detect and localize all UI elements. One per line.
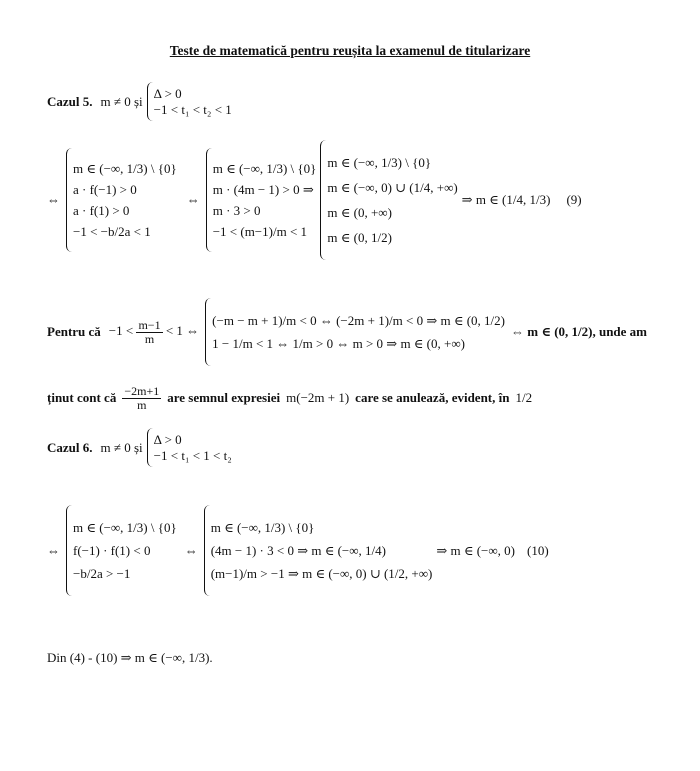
case5-system [147,82,232,121]
equiv-arrow-3: ⇔ [47,542,60,558]
block10-result: ⇒ m ∈ (−∞, 0) [436,542,515,558]
block10-b-line-1: m ∈ (−∞, 1/3) \ {0} [210,520,315,535]
block9-b-line-4: −1 < (m−1)/m < 1 [212,224,308,239]
pentru-result: ⇔ m ∈ (0, 1/2), unde am [511,324,648,339]
tinut-line [47,385,532,411]
case5-condition: m ≠ 0 și [100,93,143,109]
block9-c-line-3: m ∈ (0, +∞) [327,205,392,220]
equation-number-10: (10) [526,542,549,558]
tinut-expr: m(−2m + 1) [286,390,350,406]
page-title: Teste de matematică pentru reușita la examenul de titularizare [169,43,531,58]
block9-system-c [320,140,457,260]
pentru-line-b: 1 − 1/m < 1 ⇔ 1/m > 0 ⇔ m > 0 ⇒ m ∈ (0, +∞) [212,336,465,351]
pentru-block [47,298,647,366]
block10-a-line-2: f(−1) · f(1) < 0 [73,543,151,558]
block10-a-line-3: −b/2a > −1 [73,566,131,581]
block9 [47,140,582,260]
block9-b-line-2: m · (4m − 1) > 0 ⇒ [212,182,314,197]
equiv-arrow-2: ⇔ [186,192,200,207]
block10-system-b [204,505,433,596]
case6-label: Cazul 6. [47,439,93,455]
tinut-frac: $\frac{-2m+1}{m}$ [124,384,160,412]
case5-block [47,82,232,121]
block9-result: ⇒ m ∈ (1/4, 1/3) [461,192,551,207]
block10-a-line-1: m ∈ (−∞, 1/3) \ {0} [73,520,177,535]
case5-sys-line-2: −1 < t₁ < t₂ < 1 [153,102,232,117]
block10-b-line-2: (4m − 1) · 3 < 0 ⇒ m ∈ (−∞, 1/4) [210,543,386,558]
block10-system-a [66,505,177,596]
case6-sys-line-2: −1 < t₁ < 1 < t₂ [153,448,232,463]
pentru-line-a: (−m − m + 1)/m < 0 ⇔ (−2m + 1)/m < 0 ⇒ m ∈ (0, 1/2) [212,313,505,328]
equation-number-9: (9) [566,192,582,207]
case5-label: Cazul 5. [47,93,93,109]
block9-c-line-2: m ∈ (−∞, 0) ∪ (1/4, +∞) [327,180,458,195]
case5-sys-line-1: Δ > 0 [153,86,182,101]
block10-b-line-3: (m−1)/m > −1 ⇒ m ∈ (−∞, 0) ∪ (1/2, +∞) [210,566,433,581]
block9-a-line-3: a · f(1) > 0 [73,203,130,218]
equiv-arrow-1: ⇔ [47,192,60,207]
block9-system-a [66,148,177,252]
pentru-range: −1 < $\frac{m-1}{m}$ < 1 ⇔ [108,317,200,346]
tinut-text-3: care se anulează, evident, în [355,390,510,406]
case6-condition: m ≠ 0 și [100,439,143,455]
pentru-frac: $\frac{m-1}{m}$ [138,317,161,346]
equiv-arrow-4: ⇔ [184,542,198,558]
block9-b-line-1: m ∈ (−∞, 1/3) \ {0} [212,161,317,176]
case6-block [47,428,232,467]
block9-c-line-4: m ∈ (0, 1/2) [327,230,392,245]
block9-a-line-4: −1 < −b/2a < 1 [73,224,151,239]
tinut-text-2: are semnul expresiei [167,390,281,406]
block9-system-b [206,148,317,252]
case6-sys-line-1: Δ > 0 [153,432,182,447]
conclusion-line: Din (4) - (10) ⇒ m ∈ (−∞, 1/3). [47,650,213,665]
case6-system [147,428,232,467]
tinut-half: 1/2 [515,390,533,406]
block9-b-line-3: m · 3 > 0 [212,203,261,218]
block9-c-line-1: m ∈ (−∞, 1/3) \ {0} [327,155,432,170]
pentru-lead: Pentru că [47,324,101,339]
block9-a-line-1: m ∈ (−∞, 1/3) \ {0} [73,161,177,176]
block10 [47,505,549,596]
block9-a-line-2: a · f(−1) > 0 [73,182,137,197]
tinut-text-1: ținut cont că [47,390,117,406]
pentru-system [205,298,505,366]
